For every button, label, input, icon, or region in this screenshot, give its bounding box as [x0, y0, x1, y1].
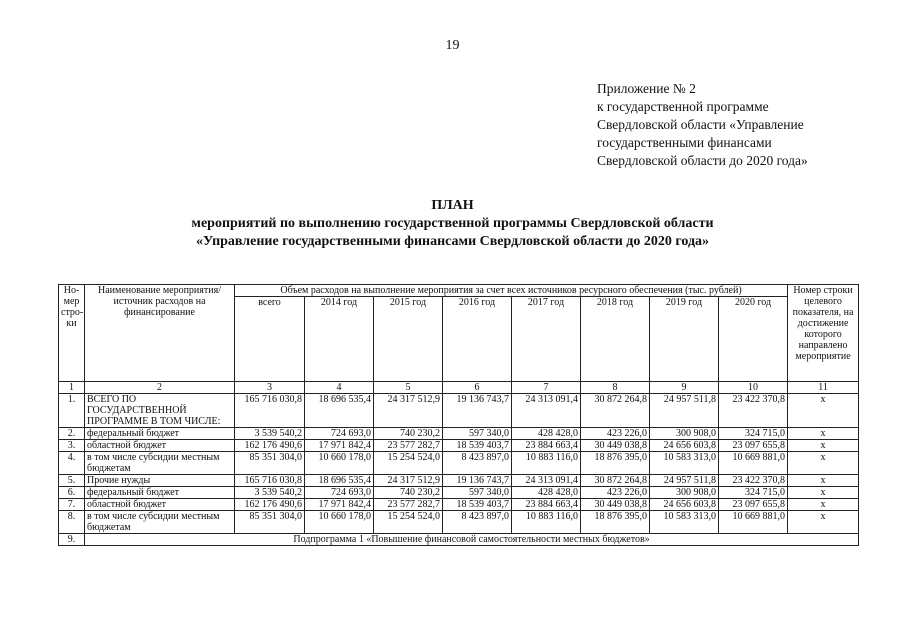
- column-number: 7: [512, 382, 581, 394]
- row-name: в том числе субсидии местным бюджетам: [85, 452, 235, 475]
- table-row: [59, 511, 859, 534]
- amount-cell: 30 872 264,8: [581, 394, 650, 428]
- amount-cell: 24 317 512,9: [374, 475, 443, 487]
- target-indicator-cell: x: [788, 452, 859, 475]
- amount-cell: 428 428,0: [512, 428, 581, 440]
- header-total: всего: [235, 297, 305, 382]
- amount-cell: 423 226,0: [581, 428, 650, 440]
- table-row: [59, 394, 859, 428]
- row-name: Прочие нужды: [85, 475, 235, 487]
- amount-cell: 324 715,0: [719, 428, 788, 440]
- row-name: областной бюджет: [85, 499, 235, 511]
- column-number: 3: [235, 382, 305, 394]
- amount-cell: 740 230,2: [374, 487, 443, 499]
- header-year: 2015 год: [374, 297, 443, 382]
- header-year: 2014 год: [305, 297, 374, 382]
- amount-cell: 23 884 663,4: [512, 499, 581, 511]
- amount-cell: 165 716 030,8: [235, 394, 305, 428]
- page-number: 19: [445, 38, 460, 53]
- amount-cell: 24 656 603,8: [650, 499, 719, 511]
- amount-cell: 10 660 178,0: [305, 452, 374, 475]
- amount-cell: 300 908,0: [650, 428, 719, 440]
- subprogram-row: [59, 534, 859, 546]
- row-number: 1.: [59, 394, 85, 428]
- amount-cell: 30 449 038,8: [581, 499, 650, 511]
- column-number: 2: [85, 382, 235, 394]
- amount-cell: 3 539 540,2: [235, 428, 305, 440]
- amount-cell: 10 583 313,0: [650, 511, 719, 534]
- plan-table: [58, 284, 859, 546]
- amount-cell: 724 693,0: [305, 487, 374, 499]
- amount-cell: 23 884 663,4: [512, 440, 581, 452]
- amount-cell: 3 539 540,2: [235, 487, 305, 499]
- subprogram-title: Подпрограмма 1 «Повышение финансовой самостоятельности местных бюджетов»: [85, 534, 859, 546]
- amount-cell: 24 957 511,8: [650, 394, 719, 428]
- row-name: областной бюджет: [85, 440, 235, 452]
- amount-cell: 8 423 897,0: [443, 452, 512, 475]
- amount-cell: 10 583 313,0: [650, 452, 719, 475]
- row-number: 9.: [59, 534, 85, 546]
- amount-cell: 165 716 030,8: [235, 475, 305, 487]
- amount-cell: 18 876 395,0: [581, 452, 650, 475]
- amount-cell: 10 883 116,0: [512, 452, 581, 475]
- amount-cell: 428 428,0: [512, 487, 581, 499]
- header-expense-group: Объем расходов на выполнение мероприятия за счет всех источников ресурсного обеспечения (тыс. рублей): [235, 285, 788, 297]
- row-number: 7.: [59, 499, 85, 511]
- column-number: 5: [374, 382, 443, 394]
- target-indicator-cell: x: [788, 487, 859, 499]
- row-name: федеральный бюджет: [85, 487, 235, 499]
- amount-cell: 24 313 091,4: [512, 475, 581, 487]
- amount-cell: 30 872 264,8: [581, 475, 650, 487]
- amount-cell: 10 660 178,0: [305, 511, 374, 534]
- target-indicator-cell: x: [788, 428, 859, 440]
- document-title: [0, 197, 905, 251]
- amount-cell: 24 317 512,9: [374, 394, 443, 428]
- column-number: 11: [788, 382, 859, 394]
- target-indicator-cell: x: [788, 475, 859, 487]
- amount-cell: 10 669 881,0: [719, 452, 788, 475]
- amount-cell: 10 883 116,0: [512, 511, 581, 534]
- amount-cell: 24 656 603,8: [650, 440, 719, 452]
- appendix-line: Свердловской области до 2020 года»: [597, 153, 808, 168]
- header-name: Наименование мероприятия/источник расходов на финансирование: [85, 285, 235, 382]
- column-number: 1: [59, 382, 85, 394]
- target-indicator-cell: x: [788, 394, 859, 428]
- header-year: 2018 год: [581, 297, 650, 382]
- title-plan: ПЛАН: [431, 198, 474, 213]
- table-row: [59, 452, 859, 475]
- amount-cell: 30 449 038,8: [581, 440, 650, 452]
- amount-cell: 18 696 535,4: [305, 394, 374, 428]
- amount-cell: 18 539 403,7: [443, 440, 512, 452]
- amount-cell: 85 351 304,0: [235, 452, 305, 475]
- table-row: [59, 440, 859, 452]
- amount-cell: 17 971 842,4: [305, 440, 374, 452]
- header-year: 2016 год: [443, 297, 512, 382]
- row-number: 4.: [59, 452, 85, 475]
- appendix-note: [597, 80, 808, 170]
- amount-cell: 23 422 370,8: [719, 475, 788, 487]
- header-year: 2020 год: [719, 297, 788, 382]
- column-number: 4: [305, 382, 374, 394]
- row-name: федеральный бюджет: [85, 428, 235, 440]
- amount-cell: 597 340,0: [443, 487, 512, 499]
- row-number: 2.: [59, 428, 85, 440]
- amount-cell: 23 097 655,8: [719, 440, 788, 452]
- row-number: 8.: [59, 511, 85, 534]
- amount-cell: 17 971 842,4: [305, 499, 374, 511]
- amount-cell: 15 254 524,0: [374, 511, 443, 534]
- target-indicator-cell: x: [788, 440, 859, 452]
- amount-cell: 23 577 282,7: [374, 499, 443, 511]
- amount-cell: 19 136 743,7: [443, 475, 512, 487]
- amount-cell: 162 176 490,6: [235, 440, 305, 452]
- table-row: [59, 487, 859, 499]
- target-indicator-cell: x: [788, 499, 859, 511]
- header-year: 2019 год: [650, 297, 719, 382]
- header-row-number: Но-мер стро-ки: [59, 285, 85, 382]
- column-number: 9: [650, 382, 719, 394]
- amount-cell: 15 254 524,0: [374, 452, 443, 475]
- amount-cell: 19 136 743,7: [443, 394, 512, 428]
- appendix-line: к государственной программе: [597, 99, 769, 114]
- amount-cell: 724 693,0: [305, 428, 374, 440]
- row-name: в том числе субсидии местным бюджетам: [85, 511, 235, 534]
- amount-cell: 324 715,0: [719, 487, 788, 499]
- table-row: [59, 499, 859, 511]
- appendix-line: Свердловской области «Управление: [597, 117, 804, 132]
- header-target-indicator: Номер строки целевого показателя, на достижение которого направлено мероприятие: [788, 285, 859, 382]
- appendix-line: Приложение № 2: [597, 81, 696, 96]
- title-subtitle: мероприятий по выполнению государственной программы Свердловской области: [191, 216, 714, 231]
- amount-cell: 18 876 395,0: [581, 511, 650, 534]
- column-number: 6: [443, 382, 512, 394]
- column-number: 8: [581, 382, 650, 394]
- amount-cell: 423 226,0: [581, 487, 650, 499]
- amount-cell: 8 423 897,0: [443, 511, 512, 534]
- amount-cell: 300 908,0: [650, 487, 719, 499]
- amount-cell: 23 097 655,8: [719, 499, 788, 511]
- title-program-name: «Управление государственными финансами Свердловской области до 2020 года»: [195, 234, 710, 249]
- amount-cell: 24 957 511,8: [650, 475, 719, 487]
- row-number: 3.: [59, 440, 85, 452]
- table-row: [59, 428, 859, 440]
- table-row: [59, 475, 859, 487]
- appendix-line: государственными финансами: [597, 135, 772, 150]
- target-indicator-cell: x: [788, 511, 859, 534]
- amount-cell: 18 696 535,4: [305, 475, 374, 487]
- amount-cell: 85 351 304,0: [235, 511, 305, 534]
- row-number: 6.: [59, 487, 85, 499]
- header-year: 2017 год: [512, 297, 581, 382]
- amount-cell: 23 577 282,7: [374, 440, 443, 452]
- amount-cell: 24 313 091,4: [512, 394, 581, 428]
- amount-cell: 740 230,2: [374, 428, 443, 440]
- amount-cell: 162 176 490,6: [235, 499, 305, 511]
- amount-cell: 10 669 881,0: [719, 511, 788, 534]
- amount-cell: 597 340,0: [443, 428, 512, 440]
- column-number-row: [59, 382, 859, 394]
- column-number: 10: [719, 382, 788, 394]
- row-number: 5.: [59, 475, 85, 487]
- row-name: ВСЕГО ПО ГОСУДАРСТВЕННОЙ ПРОГРАММЕ В ТОМ ЧИСЛЕ:: [85, 394, 235, 428]
- amount-cell: 23 422 370,8: [719, 394, 788, 428]
- amount-cell: 18 539 403,7: [443, 499, 512, 511]
